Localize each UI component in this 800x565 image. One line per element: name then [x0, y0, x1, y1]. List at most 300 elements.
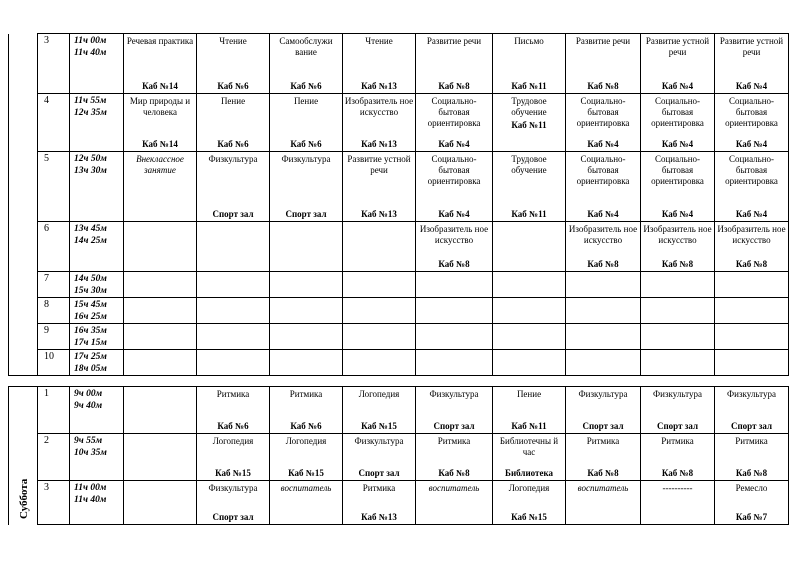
subject-name: [343, 298, 415, 300]
lesson-cell: [270, 298, 343, 324]
room-label: Каб №4: [661, 81, 694, 91]
lesson-cell: [641, 152, 715, 222]
lesson-cell: [566, 222, 641, 272]
lesson-time: [70, 324, 124, 350]
subject-name: Ритмика: [735, 436, 768, 446]
subject-name: [641, 350, 714, 352]
lesson-end-time: 9ч 40м: [74, 401, 103, 411]
separator-row: [9, 376, 789, 387]
lesson-cell: [416, 222, 493, 272]
subject-name: [493, 222, 565, 224]
schedule-row: [9, 387, 789, 434]
lesson-cell: [197, 350, 270, 376]
lesson-number: 6: [38, 222, 70, 272]
subject-name: Физкультура: [208, 154, 258, 164]
subject-name: Трудовое обучение: [511, 96, 547, 117]
lesson-number: 7: [38, 272, 70, 298]
lesson-cell: [197, 34, 270, 94]
lesson-cell: [124, 434, 197, 481]
lesson-cell: [124, 298, 197, 324]
lesson-cell: [566, 481, 641, 525]
room-label: Каб №8: [661, 259, 694, 269]
lesson-start-time: 16ч 35м: [74, 326, 107, 336]
subject-name: Социально-бытовая ориентировка: [576, 154, 630, 186]
lesson-cell: [416, 434, 493, 481]
lesson-cell: [124, 34, 197, 94]
room-label: Каб №8: [735, 259, 768, 269]
subject-name: Социально-бытовая ориентировка: [651, 96, 704, 128]
room-label: Спорт зал: [285, 209, 327, 219]
lesson-time: [70, 94, 124, 152]
subject-name: Физкультура: [429, 389, 479, 399]
subject-name: Физкультура: [208, 483, 258, 493]
lesson-time: [70, 387, 124, 434]
room-label: Библиотека: [505, 468, 553, 478]
subject-name: [566, 272, 640, 274]
lesson-start-time: 15ч 45м: [74, 300, 107, 310]
subject-name: Физкультура: [578, 389, 628, 399]
lesson-cell: [343, 152, 416, 222]
subject-name: Изобразитель ное искусство: [568, 224, 638, 245]
lesson-cell: [715, 350, 789, 376]
room-label: Каб №8: [587, 468, 619, 478]
lesson-cell: [416, 272, 493, 298]
lesson-cell: [343, 434, 416, 481]
lesson-cell: [416, 152, 493, 222]
lesson-cell: [566, 34, 641, 94]
subject-name: Письмо: [514, 36, 544, 46]
room-label: Каб №4: [438, 209, 470, 219]
lesson-end-time: 11ч 40м: [74, 48, 107, 58]
subject-name: Развитие устной речи: [645, 36, 710, 57]
lesson-cell: [715, 481, 789, 525]
lesson-cell: [641, 387, 715, 434]
subject-name: Изобразитель ное искусство: [344, 96, 414, 117]
subject-name: [493, 272, 565, 274]
subject-name: Изобразитель ное искусство: [717, 224, 786, 245]
room-label: Каб №14: [142, 139, 178, 149]
lesson-cell: [641, 350, 715, 376]
lesson-cell: [493, 481, 566, 525]
room-label: Спорт зал: [212, 209, 254, 219]
lesson-end-time: 13ч 30м: [74, 166, 107, 176]
subject-name: [197, 272, 269, 274]
room-label: Каб №4: [735, 81, 768, 91]
lesson-cell: [566, 434, 641, 481]
lesson-cell: [197, 324, 270, 350]
subject-name: Пение: [516, 389, 542, 399]
subject-name: [566, 298, 640, 300]
subject-name: [124, 298, 196, 300]
lesson-cell: [343, 272, 416, 298]
room-label: Каб №4: [661, 209, 694, 219]
subject-name: Мир природы и человека: [129, 96, 191, 117]
subject-name: [715, 324, 788, 326]
lesson-cell: [270, 222, 343, 272]
lesson-number: 4: [38, 94, 70, 152]
subject-name: [270, 350, 342, 352]
subject-name: Речевая практика: [126, 36, 194, 46]
subject-name: Физкультура: [354, 436, 404, 446]
room-label: Спорт зал: [731, 421, 772, 431]
subject-name: [641, 324, 714, 326]
subject-name: Трудовое обучение: [511, 154, 547, 175]
lesson-cell: [416, 324, 493, 350]
room-label: Каб №4: [587, 139, 619, 149]
lesson-cell: [641, 324, 715, 350]
lesson-cell: [566, 152, 641, 222]
lesson-cell: [641, 94, 715, 152]
subject-name: [124, 350, 196, 352]
subject-name: [715, 298, 788, 300]
lesson-cell: [493, 350, 566, 376]
lesson-start-time: 11ч 55м: [74, 96, 107, 106]
lesson-cell: [124, 481, 197, 525]
subject-name: Логопедия: [508, 483, 550, 493]
schedule-row: [9, 481, 789, 525]
lesson-start-time: 13ч 45м: [74, 224, 107, 234]
subject-name: [270, 222, 342, 224]
subject-name: [493, 298, 565, 300]
lesson-cell: [493, 152, 566, 222]
day-label-saturday: Суббота: [18, 478, 30, 519]
lesson-cell: [641, 222, 715, 272]
lesson-cell: [270, 324, 343, 350]
subject-name: [197, 350, 269, 352]
schedule-row: [9, 350, 789, 376]
lesson-number: 3: [38, 34, 70, 94]
day-column: [9, 387, 38, 525]
subject-name: Изобразитель ное искусство: [419, 224, 489, 245]
room-label: Каб №4: [438, 139, 470, 149]
room-label: Каб №6: [217, 421, 249, 431]
lesson-cell: [124, 272, 197, 298]
subject-name: Ритмика: [586, 436, 620, 446]
lesson-cell: [493, 298, 566, 324]
subject-name: [416, 298, 492, 300]
schedule-row: [9, 272, 789, 298]
lesson-cell: [416, 94, 493, 152]
room-label: Спорт зал: [358, 468, 400, 478]
room-label: Каб №11: [511, 120, 547, 130]
subject-name: Развитие устной речи: [347, 154, 411, 175]
subject-name: Изобразитель ное искусство: [643, 224, 712, 245]
subject-name: Социально-бытовая ориентировка: [427, 154, 481, 186]
lesson-cell: [343, 350, 416, 376]
lesson-cell: [493, 222, 566, 272]
lesson-cell: [343, 94, 416, 152]
lesson-number: 9: [38, 324, 70, 350]
lesson-cell: [416, 298, 493, 324]
lesson-cell: [641, 481, 715, 525]
lesson-cell: [197, 481, 270, 525]
lesson-time: [70, 152, 124, 222]
lesson-end-time: 14ч 25м: [74, 236, 107, 246]
subject-name: [270, 272, 342, 274]
subject-name: Ритмика: [216, 389, 250, 399]
lesson-end-time: 15ч 30м: [74, 286, 107, 296]
subject-name: Социально-бытовая ориентировка: [725, 96, 778, 128]
subject-name: Ритмика: [362, 483, 396, 493]
lesson-cell: [493, 387, 566, 434]
schedule-row: [9, 94, 789, 152]
subject-name: Ремесло: [735, 483, 768, 493]
subject-name: воспитатель: [428, 483, 480, 493]
lesson-cell: [270, 387, 343, 434]
lesson-time: [70, 34, 124, 94]
subject-name: Ритмика: [437, 436, 471, 446]
lesson-cell: [124, 387, 197, 434]
lesson-cell: [270, 350, 343, 376]
room-label: Каб №13: [361, 209, 397, 219]
subject-name: [416, 350, 492, 352]
lesson-cell: [270, 94, 343, 152]
lesson-cell: [715, 387, 789, 434]
subject-name: [197, 222, 269, 224]
lesson-time: [70, 298, 124, 324]
subject-name: Социально-бытовая ориентировка: [576, 96, 630, 128]
lesson-cell: [270, 272, 343, 298]
lesson-time: [70, 222, 124, 272]
lesson-cell: [493, 324, 566, 350]
lesson-time: [70, 272, 124, 298]
subject-name: [343, 272, 415, 274]
subject-name: Пение: [220, 96, 246, 106]
room-label: Каб №4: [735, 209, 768, 219]
lesson-start-time: 14ч 50м: [74, 274, 107, 284]
lesson-cell: [124, 324, 197, 350]
lesson-cell: [566, 387, 641, 434]
lesson-cell: [715, 34, 789, 94]
lesson-cell: [270, 152, 343, 222]
lesson-number: 3: [38, 481, 70, 525]
subject-name: Логопедия: [212, 436, 254, 446]
schedule-row: [9, 152, 789, 222]
subject-name: Физкультура: [281, 154, 331, 164]
room-label: Каб №13: [361, 81, 397, 91]
subject-name: Социально-бытовая ориентировка: [427, 96, 481, 128]
subject-name: воспитатель: [577, 483, 629, 493]
lesson-cell: [416, 350, 493, 376]
subject-name: [416, 324, 492, 326]
subject-name: Чтение: [365, 36, 393, 46]
lesson-time: [70, 434, 124, 481]
schedule-sheet: [8, 33, 789, 525]
subject-name: [343, 222, 415, 224]
subject-name: Ритмика: [661, 436, 694, 446]
lesson-cell: [715, 222, 789, 272]
lesson-start-time: 11ч 00м: [74, 483, 107, 493]
lesson-cell: [566, 350, 641, 376]
lesson-cell: [715, 152, 789, 222]
schedule-table: [8, 33, 789, 525]
subject-name: [270, 324, 342, 326]
subject-name: Физкультура: [727, 389, 776, 399]
room-label: Каб №14: [142, 81, 178, 91]
lesson-cell: [566, 272, 641, 298]
lesson-cell: [343, 324, 416, 350]
lesson-cell: [641, 34, 715, 94]
lesson-cell: [343, 481, 416, 525]
schedule-row: [9, 434, 789, 481]
lesson-end-time: 17ч 15м: [74, 338, 107, 348]
subject-name: [493, 350, 565, 352]
schedule-row: [9, 298, 789, 324]
subject-name: [715, 350, 788, 352]
lesson-cell: [715, 324, 789, 350]
lesson-number: 2: [38, 434, 70, 481]
lesson-cell: [641, 434, 715, 481]
subject-name: ----------: [662, 483, 693, 493]
lesson-cell: [493, 34, 566, 94]
lesson-cell: [416, 387, 493, 434]
subject-name: Развитие речи: [575, 36, 631, 46]
subject-name: Пение: [293, 96, 319, 106]
lesson-cell: [197, 434, 270, 481]
day-column: [9, 34, 38, 376]
subject-name: Социально-бытовая ориентировка: [725, 154, 778, 186]
lesson-number: 1: [38, 387, 70, 434]
room-label: Каб №13: [361, 512, 397, 522]
lesson-cell: [343, 387, 416, 434]
lesson-cell: [493, 272, 566, 298]
lesson-cell: [416, 481, 493, 525]
subject-name: [124, 222, 196, 224]
subject-name: [715, 272, 788, 274]
lesson-cell: [493, 94, 566, 152]
lesson-end-time: 10ч 35м: [74, 448, 107, 458]
lesson-cell: [197, 387, 270, 434]
room-label: Каб №11: [511, 421, 547, 431]
room-label: Каб №8: [438, 468, 470, 478]
lesson-cell: [124, 94, 197, 152]
lesson-cell: [641, 298, 715, 324]
room-label: Каб №4: [587, 209, 619, 219]
lesson-start-time: 17ч 25м: [74, 352, 107, 362]
lesson-number: 5: [38, 152, 70, 222]
lesson-cell: [416, 34, 493, 94]
subject-name: [124, 481, 196, 483]
lesson-start-time: 11ч 00м: [74, 36, 107, 46]
lesson-cell: [124, 222, 197, 272]
schedule-row: [9, 222, 789, 272]
lesson-cell: [124, 350, 197, 376]
room-label: Каб №6: [290, 81, 322, 91]
lesson-cell: [566, 94, 641, 152]
room-label: Каб №8: [587, 81, 619, 91]
lesson-end-time: 16ч 25м: [74, 312, 107, 322]
subject-name: [270, 298, 342, 300]
lesson-cell: [197, 152, 270, 222]
subject-name: [124, 272, 196, 274]
lesson-end-time: 11ч 40м: [74, 495, 107, 505]
lesson-start-time: 9ч 55м: [74, 436, 103, 446]
lesson-end-time: 18ч 05м: [74, 364, 107, 374]
lesson-cell: [197, 298, 270, 324]
lesson-cell: [124, 152, 197, 222]
lesson-time: [70, 481, 124, 525]
lesson-number: 8: [38, 298, 70, 324]
subject-name: [343, 350, 415, 352]
subject-name: Логопедия: [358, 389, 400, 399]
subject-name: Самообслужи вание: [279, 36, 333, 57]
lesson-cell: [343, 34, 416, 94]
room-label: Спорт зал: [582, 421, 624, 431]
subject-name: Логопедия: [285, 436, 327, 446]
lesson-cell: [343, 222, 416, 272]
room-label: Каб №8: [438, 81, 470, 91]
subject-name: [197, 324, 269, 326]
lesson-cell: [270, 34, 343, 94]
subject-name: [124, 434, 196, 436]
subject-name: [566, 350, 640, 352]
lesson-start-time: 9ч 00м: [74, 389, 103, 399]
room-label: Спорт зал: [212, 512, 254, 522]
subject-name: [124, 387, 196, 389]
subject-name: Социально-бытовая ориентировка: [651, 154, 704, 186]
subject-name: [566, 324, 640, 326]
subject-name: [124, 324, 196, 326]
subject-name: [493, 324, 565, 326]
room-label: Каб №15: [361, 421, 397, 431]
subject-name: Чтение: [219, 36, 247, 46]
lesson-cell: [566, 324, 641, 350]
room-label: Каб №6: [217, 81, 249, 91]
subject-name: Развитие речи: [426, 36, 482, 46]
room-label: Каб №13: [361, 139, 397, 149]
lesson-cell: [715, 298, 789, 324]
room-label: Каб №6: [290, 421, 322, 431]
room-label: Спорт зал: [433, 421, 475, 431]
subject-name: Развитие устной речи: [719, 36, 784, 57]
room-label: Каб №4: [735, 139, 768, 149]
lesson-cell: [715, 94, 789, 152]
lesson-cell: [641, 272, 715, 298]
lesson-cell: [343, 298, 416, 324]
subject-name: [641, 272, 714, 274]
subject-name: Физкультура: [653, 389, 702, 399]
room-label: Каб №15: [215, 468, 251, 478]
room-label: Каб №15: [511, 512, 547, 522]
room-label: Каб №11: [511, 81, 547, 91]
lesson-end-time: 12ч 35м: [74, 108, 107, 118]
room-label: Каб №7: [735, 512, 768, 522]
subject-name: воспитатель: [280, 483, 332, 493]
schedule-row: [9, 34, 789, 94]
lesson-start-time: 12ч 50м: [74, 154, 107, 164]
subject-name: Ритмика: [289, 389, 323, 399]
room-label: Каб №15: [288, 468, 324, 478]
subject-name: Внеклассное занятие: [136, 154, 184, 175]
room-label: Каб №11: [511, 209, 547, 219]
subject-name: [641, 298, 714, 300]
room-label: Каб №4: [661, 139, 694, 149]
room-label: Каб №8: [438, 259, 470, 269]
room-label: Каб №8: [735, 468, 768, 478]
lesson-cell: [270, 434, 343, 481]
subject-name: [197, 298, 269, 300]
room-label: Каб №6: [290, 139, 322, 149]
lesson-cell: [270, 481, 343, 525]
subject-name: [343, 324, 415, 326]
lesson-cell: [566, 298, 641, 324]
room-label: Спорт зал: [657, 421, 698, 431]
schedule-row: [9, 324, 789, 350]
lesson-cell: [715, 434, 789, 481]
lesson-number: 10: [38, 350, 70, 376]
room-label: Каб №8: [587, 259, 619, 269]
lesson-cell: [197, 222, 270, 272]
